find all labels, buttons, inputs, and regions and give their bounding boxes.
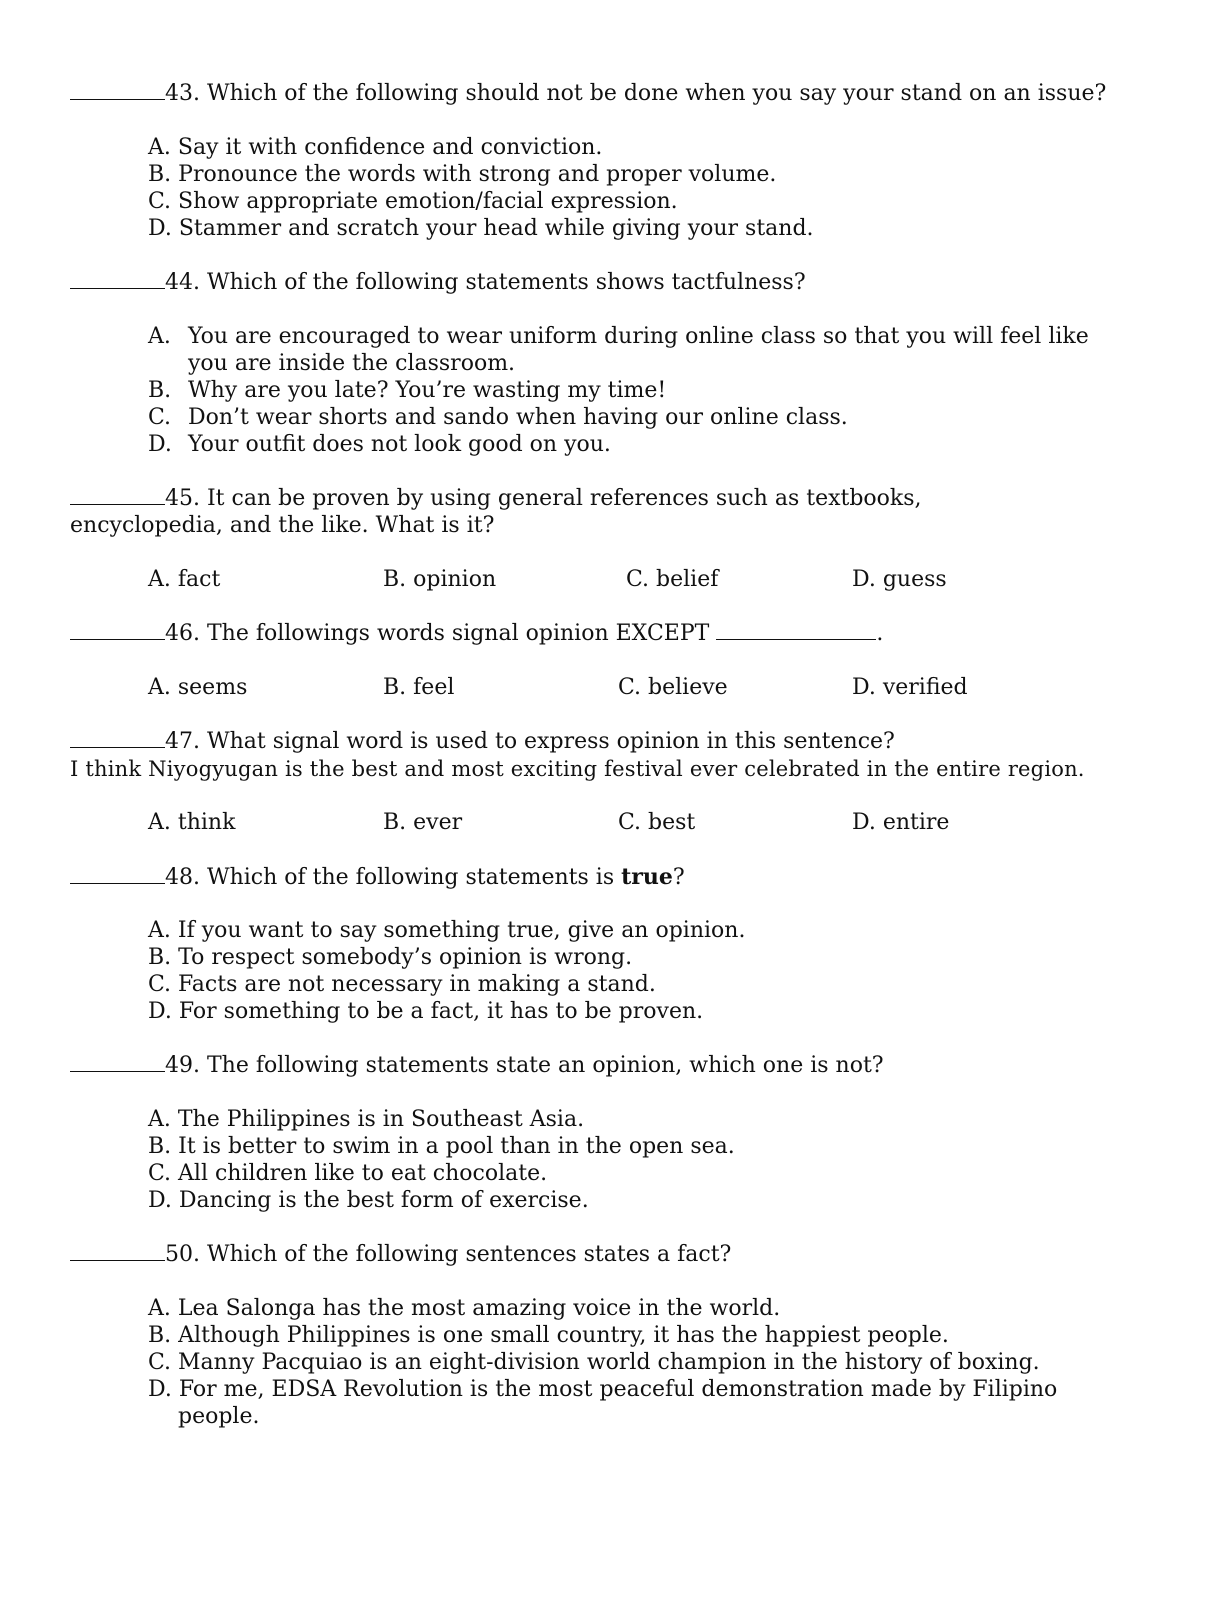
question-stem: 47. What signal word is used to express opinion in this sentence?: [165, 729, 895, 754]
option-b: [148, 377, 171, 405]
question-stem: 45. It can be proven by using general references such as textbooks,: [165, 486, 922, 511]
stem-end: .: [876, 621, 884, 646]
question-45: [70, 485, 922, 513]
option-a: A. Lea Salonga has the most amazing voice in the world.: [148, 1296, 781, 1321]
option-a: A. fact: [148, 567, 221, 592]
question-stem: 44. Which of the following statements shows tactfulness?: [165, 270, 806, 295]
answer-blank[interactable]: [70, 270, 165, 289]
option-b: B. To respect somebody’s opinion is wrong.: [148, 945, 633, 970]
question-46: [70, 620, 883, 648]
answer-blank[interactable]: [70, 81, 165, 100]
answer-blank[interactable]: [70, 1242, 165, 1261]
answer-blank[interactable]: [70, 621, 165, 640]
question-stem: 43. Which of the following should not be done when you say your stand on an issue?: [165, 81, 1107, 106]
option-d: D. For me, EDSA Revolution is the most peaceful demonstration made by Filipino: [148, 1377, 1058, 1402]
option-b: B. feel: [383, 675, 455, 700]
option-a-text-cont: you are inside the classroom.: [188, 351, 516, 376]
option-a: A. Say it with confidence and conviction.: [148, 135, 603, 160]
question-stem-emphasis: true: [621, 864, 673, 890]
option-d: D. verified: [852, 675, 968, 700]
option-d-text: Your outfit does not look good on you.: [188, 432, 611, 457]
option-a: A. The Philippines is in Southeast Asia.: [148, 1107, 585, 1132]
question-47: [70, 728, 895, 756]
option-b: B. Pronounce the words with strong and proper volume.: [148, 162, 777, 187]
option-c: C. Manny Pacquiao is an eight-division world champion in the history of boxing.: [148, 1350, 1040, 1375]
option-c: C. best: [618, 810, 696, 835]
option-b: B. Although Philippines is one small country, it has the happiest people.: [148, 1323, 949, 1348]
option-c: C. Facts are not necessary in making a stand.: [148, 972, 656, 997]
option-a-text: You are encouraged to wear uniform during online class so that you will feel like: [188, 324, 1089, 349]
option-c: [148, 404, 171, 432]
option-c: C. Show appropriate emotion/facial expression.: [148, 189, 678, 214]
option-a: A. If you want to say something true, give an opinion.: [148, 918, 746, 943]
option-b: B. It is better to swim in a pool than in the open sea.: [148, 1134, 735, 1159]
option-a: A. seems: [148, 675, 248, 700]
option-c-text: Don’t wear shorts and sando when having our online class.: [188, 405, 848, 430]
option-d-cont: people.: [178, 1404, 260, 1429]
question-stem-end: ?: [672, 865, 685, 890]
question-stem: 46. The followings words signal opinion EXCEPT: [165, 621, 710, 646]
option-letter: B.: [148, 378, 172, 403]
question-44: [70, 269, 806, 297]
option-letter: A.: [148, 324, 171, 349]
answer-blank[interactable]: [70, 1053, 165, 1072]
question-49: [70, 1052, 884, 1080]
option-c: C. All children like to eat chocolate.: [148, 1161, 548, 1186]
option-b-text: Why are you late? You’re wasting my time!: [188, 378, 667, 403]
answer-blank[interactable]: [70, 865, 165, 884]
question-43: [70, 80, 1106, 108]
option-c: C. believe: [618, 675, 728, 700]
option-b: B. opinion: [383, 567, 497, 592]
question-stem: 49. The following statements state an opinion, which one is not?: [165, 1053, 884, 1078]
question-48: [70, 863, 685, 892]
option-letter: C.: [148, 405, 172, 430]
question-stem: 50. Which of the following sentences states a fact?: [165, 1242, 732, 1267]
question-stem: 48. Which of the following statements is: [165, 865, 622, 890]
question-50: [70, 1241, 731, 1269]
fill-in-blank[interactable]: [716, 621, 876, 640]
option-d: D. For something to be a fact, it has to be proven.: [148, 999, 704, 1024]
option-d: [148, 431, 172, 459]
answer-blank[interactable]: [70, 729, 165, 748]
option-d: D. guess: [852, 567, 947, 592]
question-sentence: I think Niyogyugan is the best and most exciting festival ever celebrated in the entire region.: [70, 757, 1085, 781]
option-a: [148, 323, 171, 351]
question-stem-cont: encyclopedia, and the like. What is it?: [70, 513, 495, 538]
option-c: C. belief: [626, 567, 719, 592]
option-d: D. Stammer and scratch your head while giving your stand.: [148, 216, 814, 241]
answer-blank[interactable]: [70, 486, 165, 505]
option-b: B. ever: [383, 810, 463, 835]
option-a: A. think: [148, 810, 236, 835]
option-d: D. entire: [852, 810, 950, 835]
option-letter: D.: [148, 432, 172, 457]
option-d: D. Dancing is the best form of exercise.: [148, 1188, 589, 1213]
